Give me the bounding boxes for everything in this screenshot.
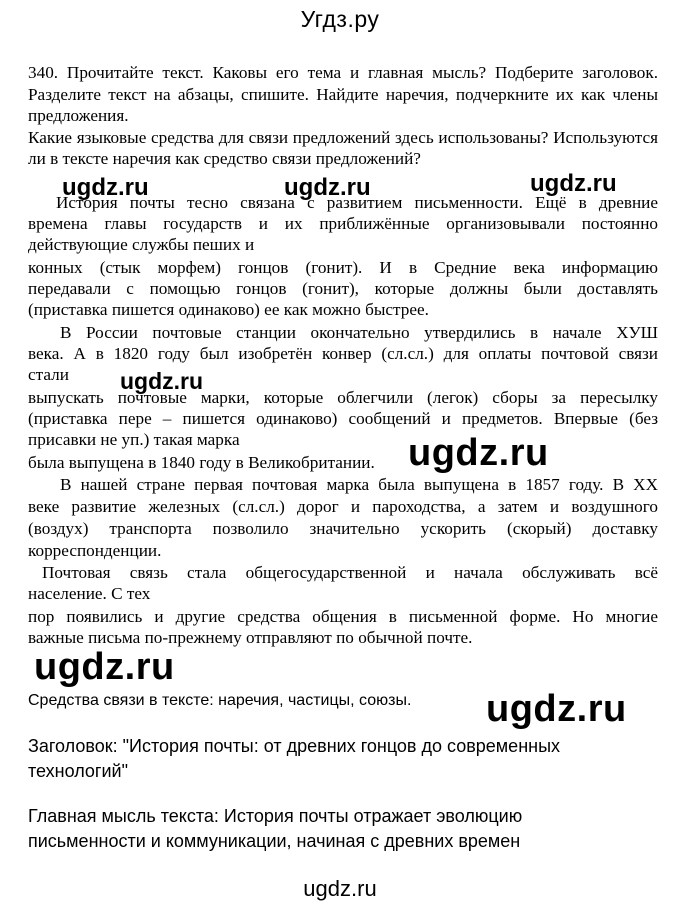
watermark: ugdz.ru: [530, 170, 617, 197]
task-statement: [28, 62, 658, 170]
text-line: корреспонденции.: [28, 541, 162, 560]
answer-title: Заголовок: "История почты: от древних гонцов до современных технологий": [28, 736, 561, 781]
text-line: История почты тесно связана с развитием письменности. Ещё в древние: [56, 193, 658, 212]
watermark: ugdz.ru: [486, 688, 627, 730]
task-question-2: Какие языковые средства для связи предложений здесь использованы? Используются ли в тексте наречия как средство связи предложений?: [28, 127, 658, 168]
text-line: В России почтовые станции окончательно утвердились в начале ХУШ: [60, 323, 658, 342]
watermark: ugdz.ru: [120, 368, 204, 394]
text-line: (воздух) транспорта позволило значительно ускорить (скорый) доставку: [28, 519, 658, 538]
text-line: пор появились и другие средства общения в письменной форме. Но многие: [28, 607, 658, 626]
text-line: (приставка пишется одинаково) ее как можно быстрее.: [28, 300, 429, 319]
text-line: В нашей стране первая почтовая марка была выпущена в 1857 году. В ХХ: [60, 475, 658, 494]
text-line: была выпущена в 1840 году в Великобритании.: [28, 453, 375, 472]
text-line: передавали с помощью гонцов (гонит), которые должны были доставлять: [28, 279, 658, 298]
answer-main-idea: Главная мысль текста: История почты отражает эволюцию письменности и коммуникации, начиная с древних времен: [28, 806, 523, 851]
text-line: выпускать почтовые марки, которые облегчили (легок) сборы за пересылку: [28, 388, 658, 407]
watermark: ugdz.ru: [34, 646, 175, 688]
footer-site: ugdz.ru: [303, 876, 377, 901]
site-title: Угдз.ру: [300, 6, 380, 32]
watermark: ugdz.ru: [408, 432, 549, 474]
text-line: действующие службы пеших и: [28, 235, 255, 254]
answer-means: Средства связи в тексте: наречия, частицы, союзы.: [28, 692, 412, 709]
text-line: население. С тех: [28, 584, 151, 603]
watermark: ugdz.ru: [62, 174, 149, 201]
text-line: времена главы государств и их приближённые организовывали постоянно: [28, 214, 658, 233]
text-line: Почтовая связь стала общегосударственной и начала обслуживать всё: [42, 563, 658, 582]
text-line: присавки не уп.) такая марка: [28, 430, 240, 449]
text-line: важные письма по-прежнему отправляют по обычной почте.: [28, 628, 473, 647]
watermark: ugdz.ru: [284, 174, 371, 201]
text-line: веке развитие железных (сл.сл.) дорог и пароходства, а затем и воздушного: [28, 497, 658, 516]
text-line: стали: [28, 365, 69, 384]
text-line: века. А в 1820 году был изобретён конвер (сл.сл.) для оплаты почтовой связи: [28, 344, 658, 363]
text-line: конных (стык морфем) гонцов (гонит). И в Средние века информацию: [28, 258, 658, 277]
task-question: 340. Прочитайте текст. Каковы его тема и главная мысль? Подберите заголовок. Разделите текст на абзацы, спишите. Найдите наречия, подчеркните их как члены предложения.: [28, 63, 658, 125]
text-line: (приставка пере – пишется одинаково) сообщений и предметов. Впервые (без: [28, 409, 658, 428]
